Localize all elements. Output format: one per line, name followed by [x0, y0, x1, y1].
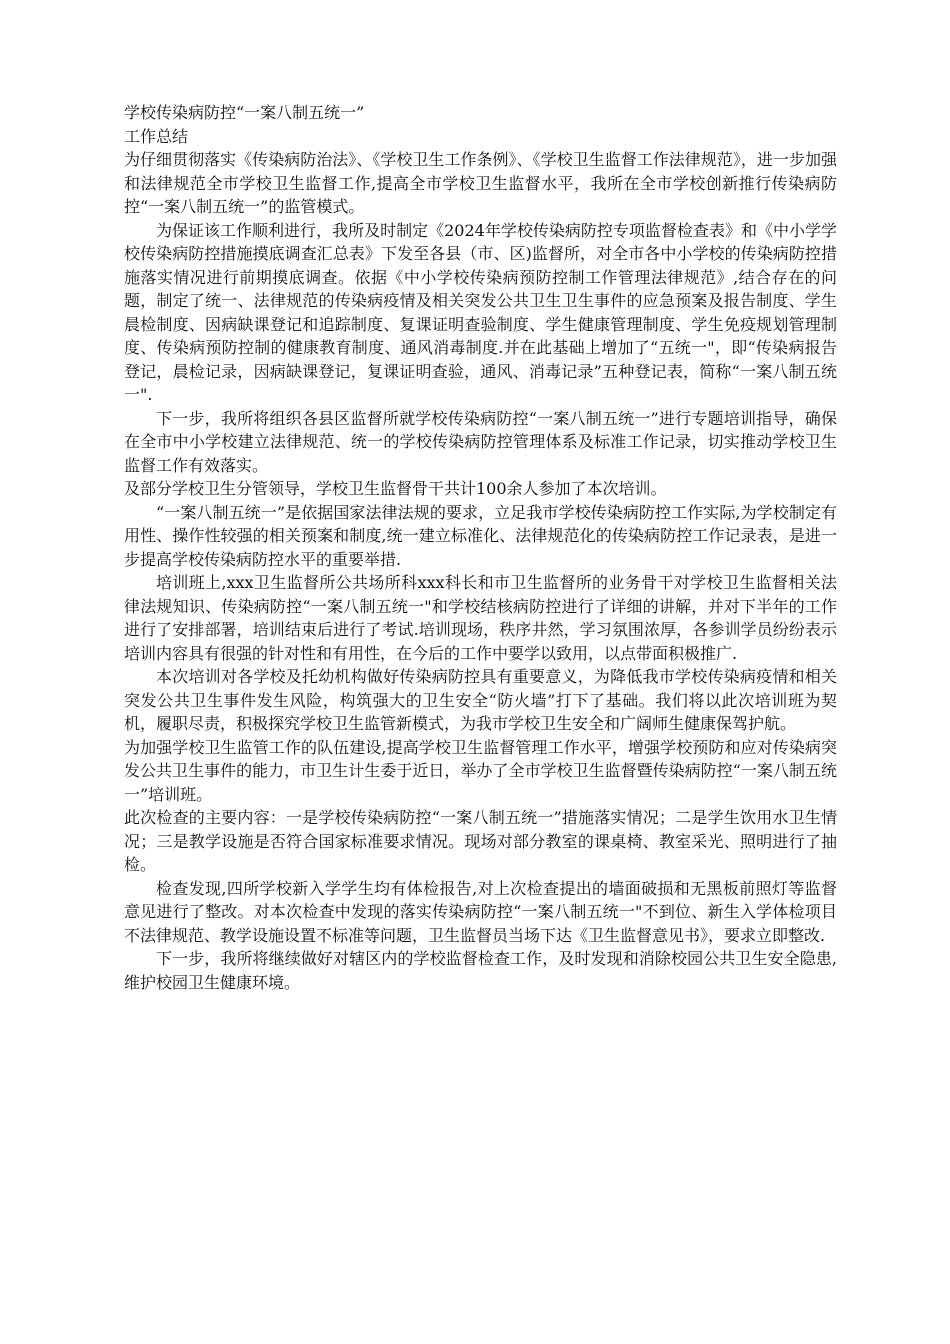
paragraph-attendees: 及部分学校卫生分管领导，学校卫生监督骨干共计100余人参加了本次培训。: [124, 479, 667, 498]
paragraph-team-building: 为加强学校卫生监管工作的队伍建设,提高学校卫生监督管理工作水平，增强学校预防和应对传染病突发公共卫生事件的能力，市卫生计生委于近日，举办了全市学校卫生监督暨传染病防控“一案八制五统一”培训班。: [124, 737, 837, 804]
paragraph-measures: 为保证该工作顺利进行，我所及时制定《2024年学校传染病防控专项监督检查表》和《中小学学校传染病防控措施摸底调查汇总表》下发至各县（市、区)监督所，对全市各中小学校的传染病防控措施落实情况进行前期摸底调查。依据《中小学校传染病预防控制工作管理法律规范》,结合存在的问题，制定了统一、法律规范的传染病疫情及相关突发公共卫生卫生事件的应急预案及报告制度、学生晨检制度、因病缺课登记和追踪制度、复课证明查验制度、学生健康管理制度、学生免疫规划管理制度、传染病预防控制的健康教育制度、通风消毒制度.并在此基础上增加了“五统一"，即“传染病报告登记，晨检记录，因病缺课登记，复课证明查验，通风、消毒记录”五种登记表，简称“一案八制五统一".: [124, 220, 837, 404]
paragraph-significance: 本次培训对各学校及托幼机构做好传染病防控具有重要意义，为降低我市学校传染病疫情和相关突发公共卫生事件发生风险，构筑强大的卫生安全“防火墙”打下了基础。我们将以此次培训班为契机，履职尽责，积极探究学校卫生监管新模式，为我市学校卫生安全和广阔师生健康保驾护航。: [124, 667, 837, 733]
paragraph-definition: “一案八制五统一”是依据国家法律法规的要求，立足我市学校传染病防控工作实际,为学校制定有用性、操作性较强的相关预案和制度,统一建立标准化、法律规范化的传染病防控工作记录表，是进一步提高学校传染病防控水平的重要举措.: [124, 502, 837, 569]
paragraph-next-step-inspection: 下一步，我所将继续做好对辖区内的学校监督检查工作，及时发现和消除校园公共卫生安全隐患,维护校园卫生健康环境。: [124, 949, 837, 992]
paragraph-inspection-findings: 检查发现,四所学校新入学学生均有体检报告,对上次检查提出的墙面破损和无黑板前照灯等监督意见进行了整改。对本次检查中发现的落实传染病防控“一案八制五统一"不到位、新生入学体检项目不法律规范、教学设施设置不标准等问题，卫生监督员当场下达《卫生监督意见书》，要求立即整改.: [124, 878, 837, 945]
paragraph-training-session: 培训班上,xxx卫生监督所公共场所科xxx科长和市卫生监督所的业务骨干对学校卫生监督相关法律法规知识、传染病防控“一案八制五统一"和学校结核病防控进行了详细的讲解，并对下半年的工作进行了安排部署，培训结束后进行了考试.培训现场，秩序井然，学习氛围浓厚，各参训学员纷纷表示培训内容具有很强的针对性和有用性，在今后的工作中要学以致用，以点带面积极推广.: [124, 573, 837, 663]
document-body: [124, 101, 837, 994]
paragraph-inspection-content: 此次检查的主要内容：一是学校传染病防控“一案八制五统一”措施落实情况；二是学生饮用水卫生情况；三是教学设施是否符合国家标准要求情况。现场对部分教室的课桌椅、教室采光、照明进行了抽检。: [124, 808, 837, 874]
document-title: 学校传染病防控“一案八制五统一”: [124, 103, 365, 122]
document-subtitle: 工作总结: [124, 126, 189, 146]
paragraph-next-step-training: 下一步，我所将组织各县区监督所就学校传染病防控“一案八制五统一”进行专题培训指导，确保在全市中小学校建立法律规范、统一的学校传染病防控管理体系及标准工作记录，切实推动学校卫生监督工作有效落实。: [124, 408, 837, 475]
paragraph-intro: 为仔细贯彻落实《传染病防治法》、《学校卫生工作条例》、《学校卫生监督工作法律规范》，进一步加强和法律规范全市学校卫生监督工作,提高全市学校卫生监督水平，我所在全市学校创新推行传染病防控“一案八制五统一”的监管模式。: [124, 150, 837, 216]
